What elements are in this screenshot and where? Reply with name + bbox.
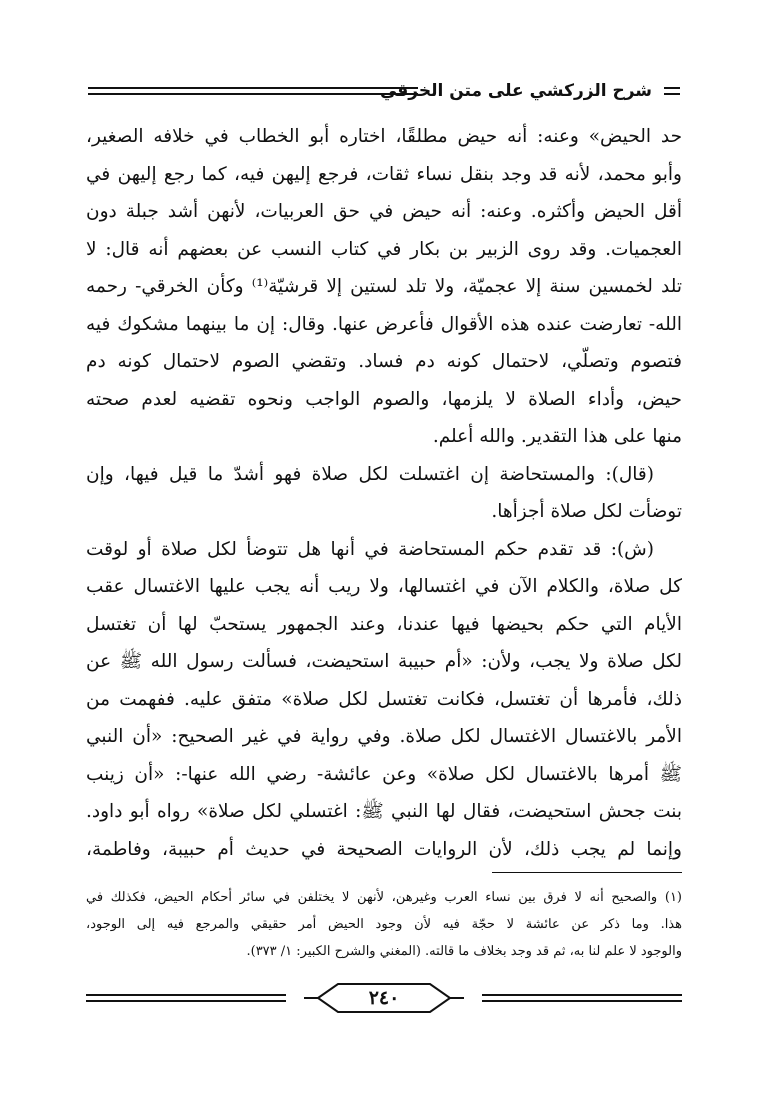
footnote-line: (١) والصحيح أنه لا فرق بين نساء العرب وغيرهن، لأنهن لا يختلفن في سائر أحكام الحيض، فكذلك في <box>86 890 682 905</box>
page-number-frame <box>304 982 464 1014</box>
text-line: توضأت لكل صلاة أجزأها. <box>491 501 682 522</box>
footer-rule-right <box>482 994 682 1002</box>
text-line: كل صلاة، والكلام الآن في اغتسالها، ولا ريب أنه يجب عليها الاغتسال عقب <box>86 576 682 597</box>
text-line: فتصوم وتصلّي، لاحتمال كونه دم فساد. وتقضي الصوم لاحتمال كونه دم <box>86 351 682 372</box>
text-line: حد الحيض» وعنه: أنه حيض مطلقًا، اختاره أبو الخطاب في خلافه الصغير، <box>86 126 682 147</box>
text-line: حيض، وأداء الصلاة لا يلزمها، والصوم الواجب ونحوه تقضيه لعدم صحته <box>86 388 682 410</box>
footer-rule-left <box>86 994 286 1002</box>
text-line: الأيام التي حكم بحيضها فيها عندنا، وعند الجمهور يستحبّ لها أن تغتسل <box>86 613 682 635</box>
text-line: العجميات. وقد روى الزبير بن بكار في كتاب النسب عن بعضهم أنه قال: لا <box>86 238 682 260</box>
page-number: ٢٤٠ <box>368 987 400 1009</box>
running-header-title: شرح الزركشي على متن الخرقي <box>379 81 652 101</box>
footnotes <box>86 884 682 965</box>
text-line: تلد لخمسين سنة إلا عجميّة، ولا تلد لستين إلا قرشيّة⁽¹⁾ وكأن الخرقي- رحمه <box>86 276 682 297</box>
main-text <box>86 118 682 868</box>
text-line: وأبو محمد، لأنه قد وجد بنقل نساء ثقات، فرجع إليهن فيه، كما رجع إليهن في <box>86 163 682 185</box>
text-line: منها على هذا التقدير. والله أعلم. <box>432 426 682 447</box>
footnote-line: والوجود لا علم لنا به، ثم قد وجد بخلاف ما قالته. (المغني والشرح الكبير: ١/ ٣٧٣). <box>246 944 682 959</box>
header-double-rule <box>88 87 418 95</box>
text-line: أقل الحيض وأكثره. وعنه: أنه حيض في حق العربيات، لأنهن أشد جبلة دون <box>86 201 682 222</box>
text-line: ﷺ أمرها بالاغتسال لكل صلاة» وعن عائشة- رضي الله عنها-: «أن زينب <box>86 763 682 785</box>
text-line: ذلك، فأمرها أن تغتسل، فكانت تغتسل لكل صلاة» متفق عليه. ففهمت من <box>86 688 682 710</box>
running-header <box>88 80 680 104</box>
text-line: لكل صلاة ولا يجب، ولأن: «أم حبيبة استحيضت، فسألت رسول الله ﷺ عن <box>86 651 682 672</box>
text-line: (ش): قد تقدم حكم المستحاضة في أنها هل تتوضأ لكل صلاة أو لوقت <box>86 538 654 560</box>
text-line: الأمر بالاغتسال الاغتسال لكل صلاة. وفي رواية في غير الصحيح: «أن النبي <box>86 726 682 747</box>
header-ornament <box>664 87 680 95</box>
text-line: (قال): والمستحاضة إن اغتسلت لكل صلاة فهو أشدّ ما قيل فيها، وإن <box>86 463 654 485</box>
footnote-line: هذا. وما ذكر عن عائشة لا حجّة فيه لأن وجود الحيض أمر حقيقي والمرجع فيه إلى الوجود، <box>86 917 682 932</box>
text-line: وإنما لم يجب ذلك، لأن الروايات الصحيحة في حديث أم حبيبة، وفاطمة، <box>86 838 682 860</box>
text-line: بنت جحش استحيضت، فقال لها النبي ﷺ: اغتسلي لكل صلاة» رواه أبو داود. <box>86 801 682 822</box>
footnote-separator <box>492 872 682 873</box>
page-footer <box>86 980 682 1016</box>
text-line: الله- تعارضت عنده هذه الأقوال فأعرض عنها. وقال: إن ما بينهما مشكوك فيه <box>86 313 682 335</box>
